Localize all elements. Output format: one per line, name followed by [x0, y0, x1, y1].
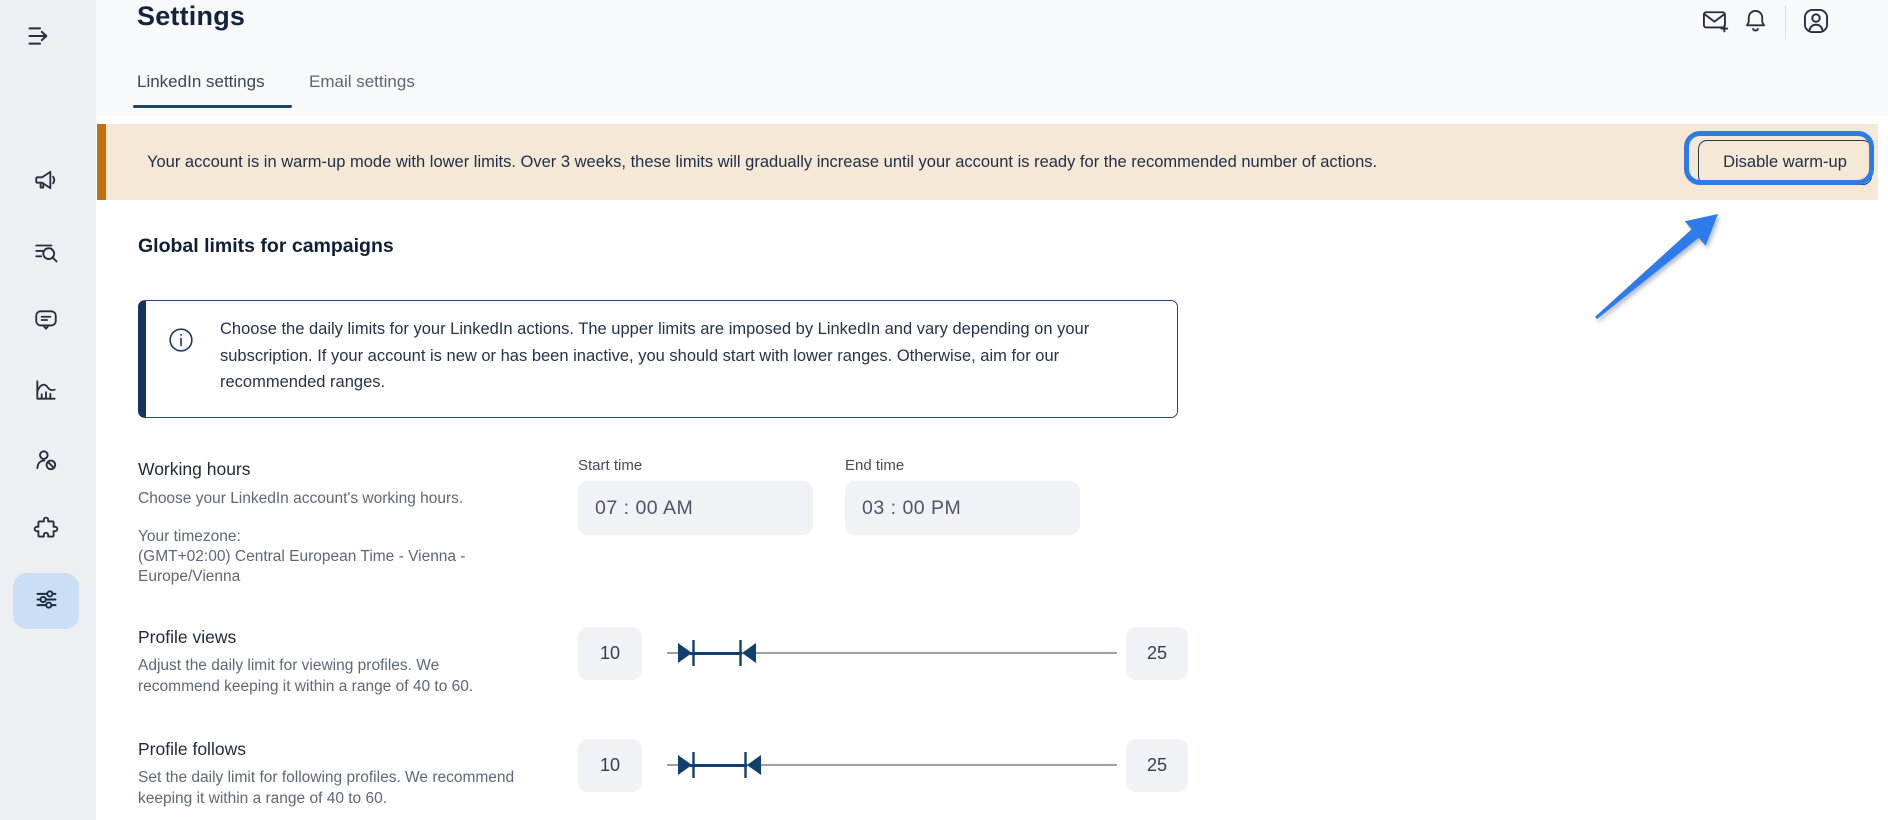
- header: [96, 0, 1888, 116]
- sidebar-item-campaigns[interactable]: [22, 157, 70, 205]
- end-time-label: End time: [845, 457, 905, 474]
- topbar-actions: [1695, 2, 1836, 42]
- profile-follows-description: Set the daily limit for following profiles. We recommend keeping it within a range of 40 to 60.: [138, 769, 515, 807]
- profile-views-max-value: 25: [1126, 627, 1188, 680]
- warmup-banner-text: Your account is in warm-up mode with lower limits. Over 3 weeks, these limits will gradually increase until your account is ready for the recommended number of actions.: [147, 153, 1378, 171]
- megaphone-icon: [33, 167, 59, 196]
- puzzle-icon: [33, 516, 59, 545]
- sidebar-item-search[interactable]: [22, 229, 70, 277]
- profile-follows-slider-handle-high[interactable]: [739, 749, 763, 781]
- avatar-icon: [1802, 7, 1830, 38]
- profile-views-slider-handle-high[interactable]: [734, 637, 758, 669]
- profile-follows-min-value: 10: [578, 739, 642, 792]
- sidebar-item-inbox[interactable]: [22, 297, 70, 345]
- working-hours-title: Working hours: [138, 459, 251, 479]
- info-icon: [168, 327, 194, 358]
- new-message-button[interactable]: [1695, 3, 1735, 41]
- sidebar-item-integrations[interactable]: [22, 506, 70, 554]
- tab-linkedin-settings[interactable]: LinkedIn settings: [137, 72, 265, 91]
- search-list-icon: [33, 239, 59, 268]
- tab-email-settings[interactable]: Email settings: [309, 72, 415, 91]
- active-tab-underline: [133, 105, 292, 108]
- sidebar-item-blacklist[interactable]: [22, 437, 70, 485]
- person-block-icon: [33, 447, 59, 476]
- warmup-banner: [97, 124, 1878, 200]
- start-time-label: Start time: [578, 457, 643, 474]
- profile-views-slider-handle-low[interactable]: [676, 637, 700, 669]
- bell-icon: [1742, 7, 1769, 37]
- timezone-label: Your timezone:: [138, 528, 241, 545]
- section-title: Global limits for campaigns: [138, 235, 394, 257]
- page-title: Settings: [137, 1, 246, 31]
- annotation-arrow: [1578, 198, 1742, 334]
- profile-views-min-value: 10: [578, 627, 642, 680]
- sidebar: [0, 0, 96, 820]
- profile-follows-slider-handle-low[interactable]: [676, 749, 700, 781]
- profile-views-description: Adjust the daily limit for viewing profiles. We recommend keeping it within a range of 40 to 60.: [138, 657, 474, 695]
- notifications-button[interactable]: [1735, 3, 1775, 41]
- sidebar-item-settings[interactable]: [13, 573, 79, 629]
- chat-icon: [33, 307, 59, 336]
- profile-follows-title: Profile follows: [138, 739, 246, 759]
- timezone-block: [138, 527, 488, 587]
- mail-plus-icon: [1701, 7, 1729, 38]
- sidebar-expand-icon: [26, 22, 54, 53]
- sidebar-item-analytics[interactable]: [22, 367, 70, 415]
- working-hours-description: Choose your LinkedIn account's working hours.: [138, 490, 464, 507]
- profile-follows-max-value: 25: [1126, 739, 1188, 792]
- info-box: [138, 300, 1178, 418]
- disable-warmup-button[interactable]: Disable warm-up: [1698, 140, 1872, 185]
- timezone-value: (GMT+02:00) Central European Time - Vienna - Europe/Vienna: [138, 548, 466, 585]
- sliders-icon: [33, 586, 60, 616]
- end-time-input[interactable]: 03 : 00 PM: [845, 481, 1080, 535]
- topbar-divider: [1785, 5, 1786, 39]
- sidebar-expand-button[interactable]: [16, 13, 64, 61]
- start-time-input[interactable]: 07 : 00 AM: [578, 481, 813, 535]
- profile-views-title: Profile views: [138, 627, 237, 647]
- analytics-icon: [33, 377, 59, 406]
- info-box-text: Choose the daily limits for your LinkedIn actions. The upper limits are imposed by LinkedIn and vary depending on your subscription. If your account is new or has been inactive, you should start with lower ranges. Otherwise, aim for our recommended ranges.: [220, 320, 1090, 391]
- account-button[interactable]: [1796, 3, 1836, 41]
